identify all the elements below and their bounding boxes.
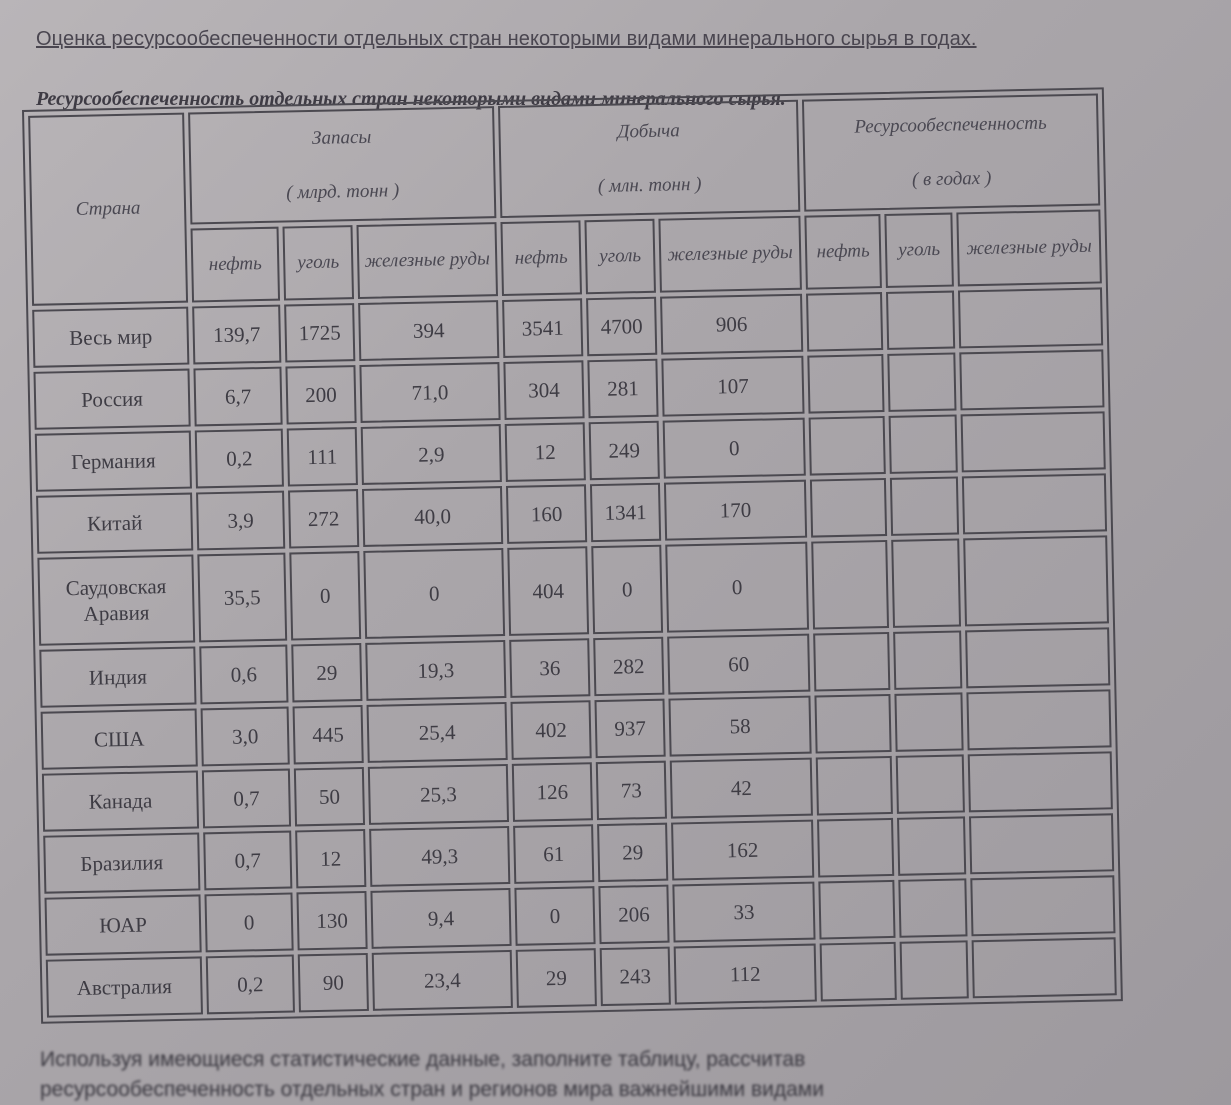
value-cell: 6,7 (193, 367, 282, 427)
value-cell: 1341 (590, 483, 661, 542)
resource-supply-input-cell[interactable] (898, 878, 967, 937)
value-cell: 0 (204, 893, 293, 953)
value-cell: 0,7 (202, 769, 291, 829)
resource-supply-input-cell[interactable] (969, 813, 1114, 874)
value-cell: 394 (358, 300, 499, 361)
table-body (32, 287, 1117, 1017)
country-name-cell: Китай (36, 493, 193, 554)
resource-supply-title: Ресурсообеспеченность (854, 112, 1047, 138)
value-cell: 0 (665, 542, 809, 633)
value-cell: 200 (285, 365, 356, 424)
value-cell: 2,9 (361, 424, 502, 485)
resource-supply-input-cell[interactable] (963, 535, 1109, 626)
resource-supply-input-cell[interactable] (893, 630, 962, 689)
resource-supply-input-cell[interactable] (813, 632, 890, 692)
resource-supply-input-cell[interactable] (814, 694, 891, 754)
value-cell: 272 (288, 489, 359, 548)
resource-table-wrapper (22, 87, 1123, 1023)
value-cell: 25,4 (367, 702, 508, 763)
value-cell: 50 (294, 767, 365, 826)
value-cell: 402 (511, 700, 592, 760)
value-cell: 139,7 (192, 305, 281, 365)
value-cell: 71,0 (359, 362, 500, 423)
production-oil-header: нефть (500, 220, 582, 296)
value-cell: 107 (661, 356, 804, 417)
reserves-title: Запасы (311, 126, 372, 149)
resource-supply-input-cell[interactable] (889, 414, 958, 473)
value-cell: 36 (509, 638, 590, 698)
resource-supply-input-cell[interactable] (817, 818, 894, 878)
value-cell: 170 (664, 480, 807, 541)
resource-supply-input-cell[interactable] (896, 754, 965, 813)
value-cell: 126 (512, 762, 593, 822)
country-name-cell: Саудовская Аравия (37, 555, 195, 646)
value-cell: 25,3 (368, 764, 509, 825)
value-cell: 9,4 (370, 888, 511, 949)
reserves-group-header (188, 106, 496, 224)
table-row (37, 535, 1109, 645)
value-cell: 162 (671, 820, 814, 881)
resource-supply-input-cell[interactable] (897, 816, 966, 875)
value-cell: 112 (674, 944, 817, 1005)
production-unit: ( млн. тонн ) (597, 173, 702, 197)
country-name-cell: Германия (35, 431, 192, 492)
value-cell: 281 (587, 359, 658, 418)
value-cell: 35,5 (197, 553, 287, 643)
value-cell: 61 (513, 824, 594, 884)
resource-supply-input-cell[interactable] (809, 416, 886, 476)
country-name-cell: Индия (39, 646, 196, 707)
value-cell: 111 (287, 427, 358, 486)
resource-supply-input-cell[interactable] (820, 942, 897, 1002)
resource-supply-input-cell[interactable] (968, 751, 1113, 812)
value-cell: 4700 (586, 297, 657, 356)
country-name-cell: Россия (33, 369, 190, 430)
value-cell: 0,6 (199, 645, 288, 705)
resource-supply-input-cell[interactable] (811, 540, 889, 630)
reserves-oil-header: нефть (191, 227, 281, 303)
country-name-cell: Бразилия (43, 832, 200, 893)
value-cell: 160 (506, 484, 587, 544)
value-cell: 937 (594, 699, 665, 758)
country-column-header: Страна (28, 113, 188, 306)
value-cell: 90 (298, 953, 369, 1012)
production-title: Добыча (617, 120, 680, 143)
resource-supply-input-cell[interactable] (900, 940, 969, 999)
value-cell: 60 (667, 634, 810, 695)
value-cell: 249 (589, 421, 660, 480)
resource-supply-input-cell[interactable] (891, 538, 961, 627)
value-cell: 0,2 (195, 429, 284, 489)
resource-supply-input-cell[interactable] (807, 354, 884, 414)
resource-supply-input-cell[interactable] (970, 875, 1115, 936)
value-cell: 0 (514, 886, 595, 946)
value-cell: 906 (660, 294, 803, 355)
value-cell: 3,9 (196, 491, 285, 551)
reserves-iron-header: железные руды (356, 222, 498, 299)
value-cell: 29 (597, 823, 668, 882)
resource-supply-input-cell[interactable] (806, 292, 883, 352)
value-cell: 0 (591, 545, 663, 634)
value-cell: 29 (291, 643, 362, 702)
country-name-cell: ЮАР (45, 894, 202, 955)
value-cell: 3,0 (201, 707, 290, 767)
country-name-cell: США (41, 708, 198, 769)
production-coal-header: уголь (584, 219, 656, 294)
value-cell: 0 (663, 418, 806, 479)
value-cell: 243 (600, 947, 671, 1006)
table-caption: Ресурсообеспеченность отдельных стран некоторыми видами минерального сырья. (36, 88, 786, 110)
resource-supply-input-cell[interactable] (894, 692, 963, 751)
resource-supply-input-cell[interactable] (958, 287, 1103, 348)
value-cell: 49,3 (369, 826, 510, 887)
supply-oil-header: нефть (804, 214, 882, 290)
resource-supply-input-cell[interactable] (890, 476, 959, 535)
value-cell: 445 (293, 705, 364, 764)
reserves-unit: ( млрд. тонн ) (286, 180, 400, 204)
supply-iron-header: железные руды (956, 209, 1102, 286)
resource-supply-input-cell[interactable] (810, 478, 887, 538)
value-cell: 40,0 (362, 486, 503, 547)
production-group-header (498, 100, 800, 218)
value-cell: 130 (296, 891, 367, 950)
value-cell: 33 (672, 882, 815, 943)
resource-supply-input-cell[interactable] (961, 411, 1106, 472)
resource-supply-input-cell[interactable] (972, 937, 1117, 998)
instruction-text-line1: Используя имеющиеся статистические данные, заполните таблицу, рассчитав (40, 1048, 806, 1071)
resource-supply-input-cell[interactable] (959, 349, 1104, 410)
resource-supply-input-cell[interactable] (887, 353, 956, 412)
supply-coal-header: уголь (884, 213, 954, 288)
value-cell: 42 (670, 758, 813, 819)
value-cell: 0,7 (203, 831, 292, 891)
country-name-cell: Австралия (46, 956, 203, 1017)
resource-supply-unit: ( в годах ) (911, 167, 992, 191)
value-cell: 0 (289, 551, 361, 640)
country-name-cell: Канада (42, 770, 199, 831)
resource-supply-input-cell[interactable] (818, 880, 895, 940)
value-cell: 206 (598, 885, 669, 944)
value-cell: 12 (295, 829, 366, 888)
value-cell: 282 (593, 637, 664, 696)
resource-supply-input-cell[interactable] (965, 627, 1110, 688)
page-title: Оценка ресурсообеспеченности отдельных стран некоторыми видами минерального сырья в годах. (36, 28, 977, 50)
value-cell: 304 (503, 360, 584, 420)
value-cell: 58 (668, 696, 811, 757)
value-cell: 0,2 (206, 954, 295, 1014)
resource-supply-input-cell[interactable] (962, 473, 1107, 534)
value-cell: 404 (507, 546, 589, 636)
value-cell: 73 (596, 761, 667, 820)
resource-supply-group-header (802, 93, 1100, 211)
instruction-text-line2: ресурсообеспеченность отдельных стран и регионов мира важнейшими видами (40, 1078, 824, 1101)
resource-supply-input-cell[interactable] (966, 689, 1111, 750)
reserves-coal-header: уголь (282, 225, 354, 300)
value-cell: 19,3 (365, 640, 506, 701)
value-cell: 23,4 (372, 950, 513, 1011)
country-name-cell: Весь мир (32, 307, 189, 368)
value-cell: 3541 (502, 298, 583, 358)
resource-supply-input-cell[interactable] (886, 291, 955, 350)
resource-supply-input-cell[interactable] (816, 756, 893, 816)
value-cell: 1725 (284, 303, 355, 362)
value-cell: 0 (363, 548, 505, 639)
resource-table (22, 87, 1123, 1023)
production-iron-header: железные руды (658, 216, 802, 293)
value-cell: 29 (516, 948, 597, 1008)
value-cell: 12 (505, 422, 586, 482)
